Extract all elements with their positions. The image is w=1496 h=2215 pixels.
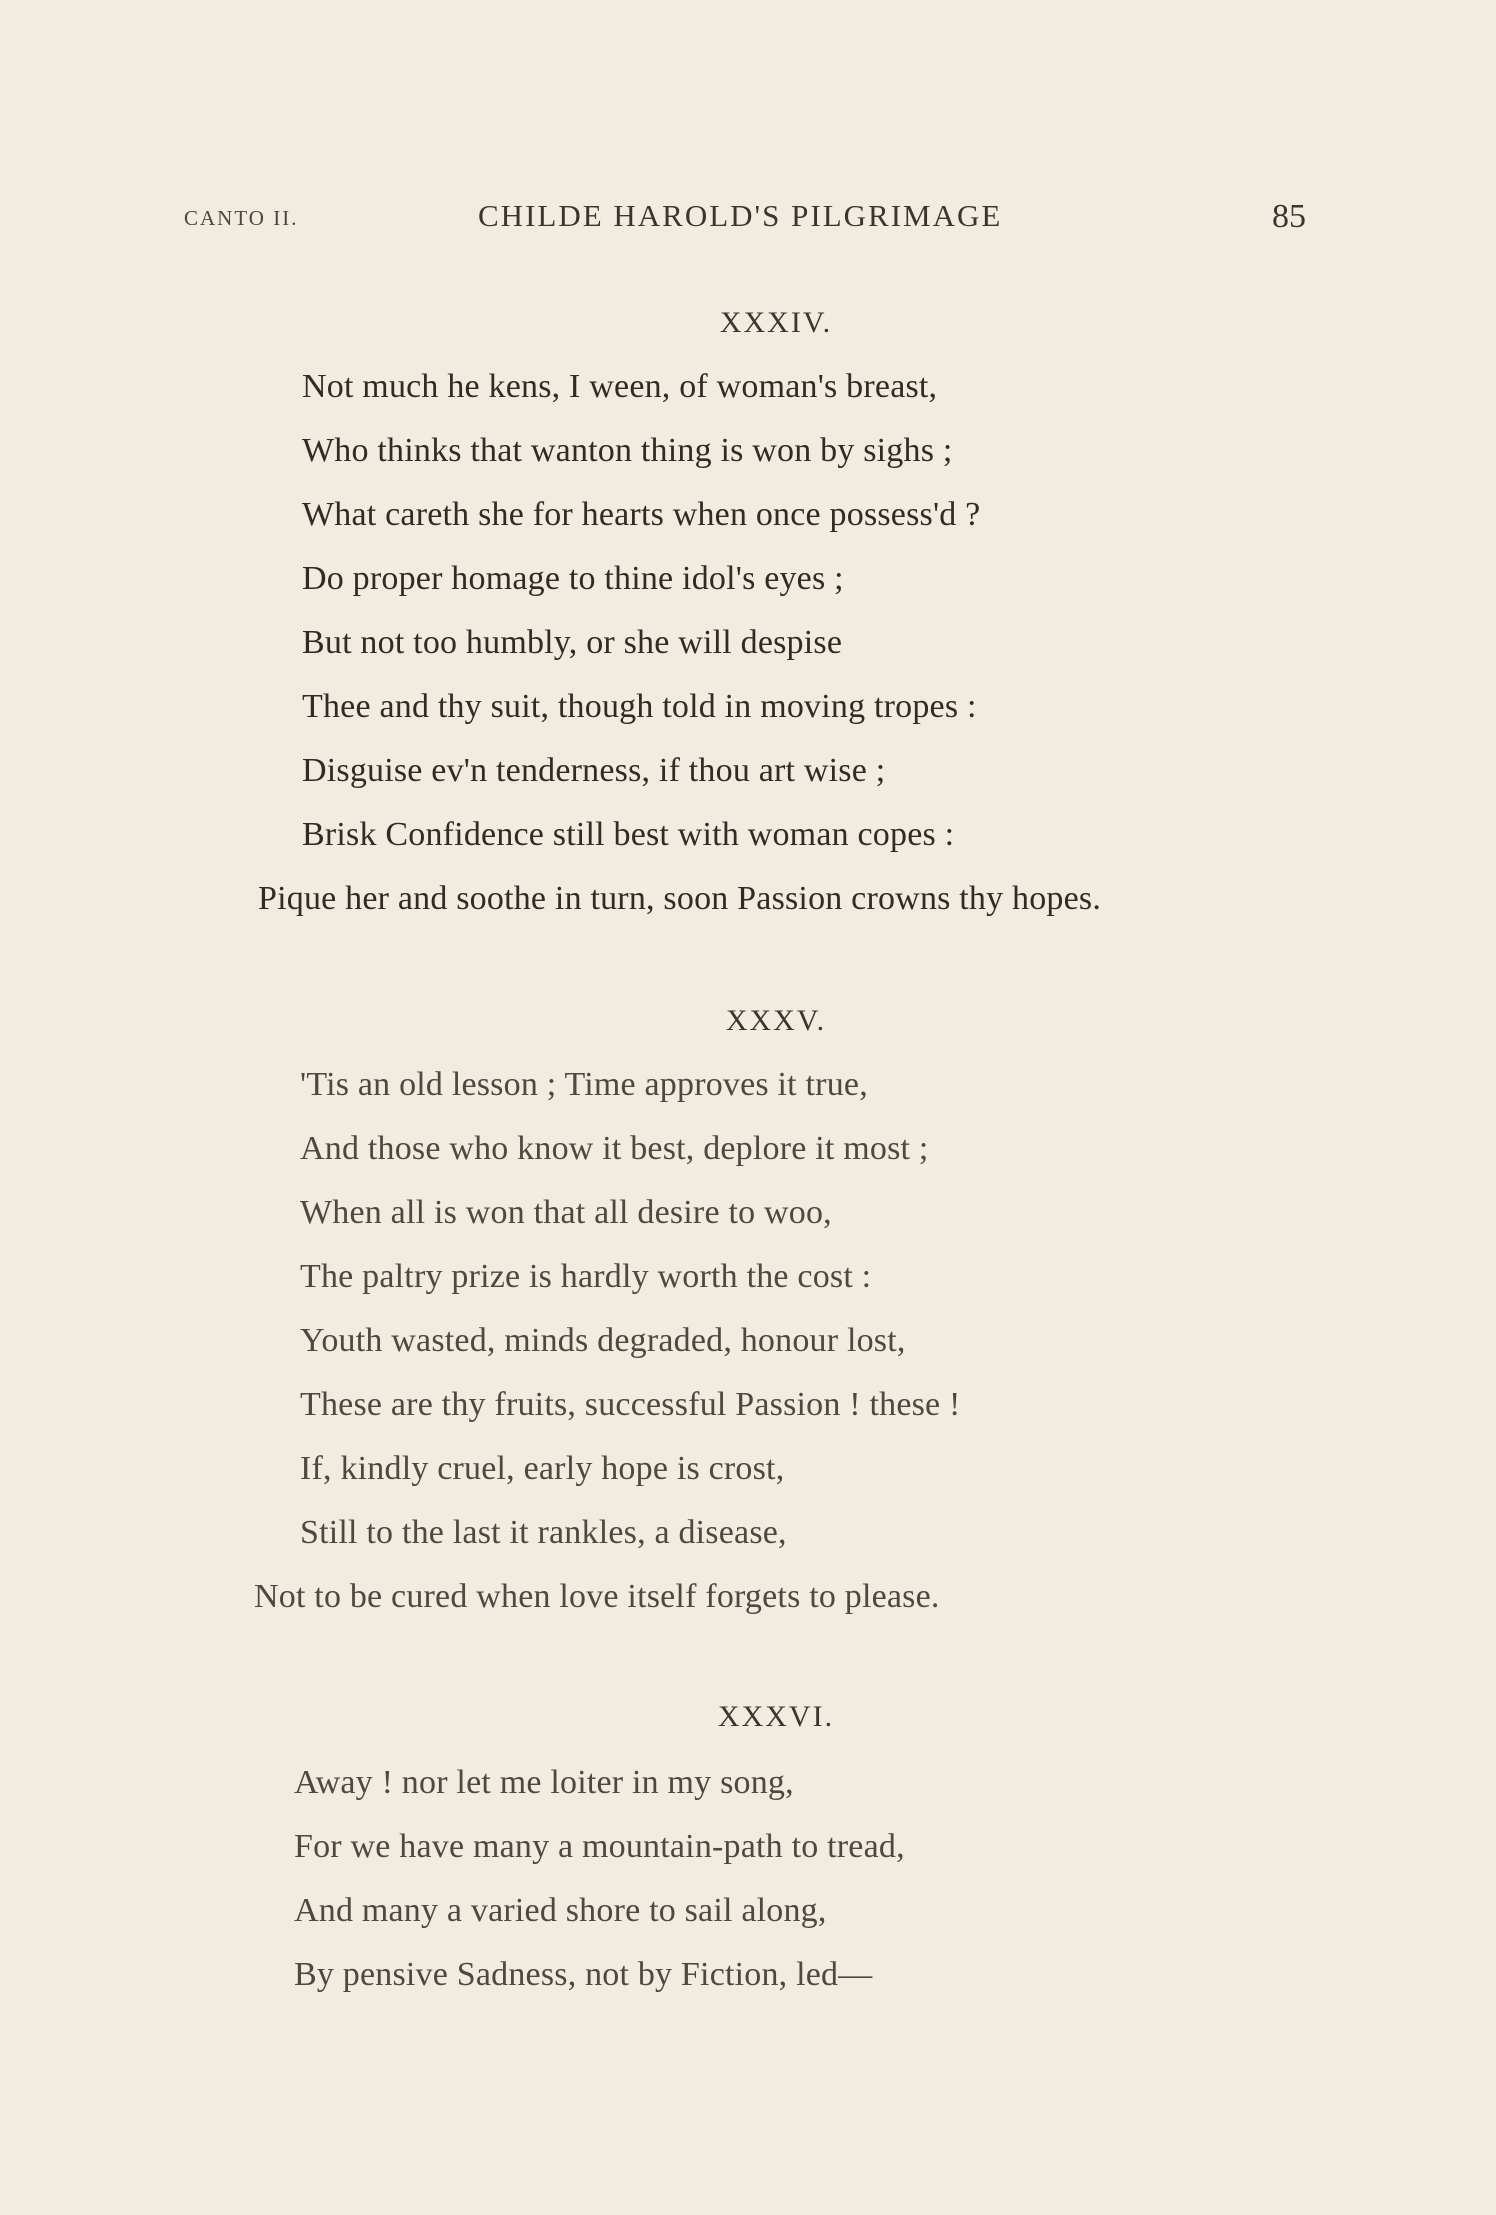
verse-line: When all is won that all desire to woo,	[300, 1194, 832, 1231]
book-title: CHILDE HAROLD'S PILGRIMAGE	[478, 198, 1003, 233]
verse-line: Do proper homage to thine idol's eyes ;	[302, 560, 844, 597]
stanza-number: XXXIV.	[719, 306, 833, 339]
stanza-number: XXXVI.	[717, 1700, 835, 1733]
page-number: 85	[1272, 198, 1306, 235]
verse-line: And those who know it best, deplore it most ;	[300, 1130, 929, 1167]
verse-line: Brisk Confidence still best with woman copes :	[302, 816, 955, 853]
running-head	[0, 198, 1496, 244]
verse-line: Youth wasted, minds degraded, honour lost,	[300, 1322, 906, 1359]
verse-line: For we have many a mountain-path to tread,	[294, 1828, 905, 1865]
verse-line: What careth she for hearts when once possess'd ?	[302, 496, 981, 533]
verse-line: If, kindly cruel, early hope is crost,	[300, 1450, 785, 1487]
verse-line: 'Tis an old lesson ; Time approves it true,	[300, 1066, 868, 1103]
verse-line: Not to be cured when love itself forgets to please.	[254, 1578, 940, 1615]
verse-line: Disguise ev'n tenderness, if thou art wise ;	[302, 752, 886, 789]
verse-line: These are thy fruits, successful Passion ! these !	[300, 1386, 961, 1423]
verse-line: Still to the last it rankles, a disease,	[300, 1514, 787, 1551]
verse-line: Who thinks that wanton thing is won by sighs ;	[302, 432, 953, 469]
verse-line: Thee and thy suit, though told in moving tropes :	[302, 688, 977, 725]
verse-line: But not too humbly, or she will despise	[302, 624, 843, 661]
verse-line: Not much he kens, I ween, of woman's breast,	[302, 368, 938, 405]
verse-line: Away ! nor let me loiter in my song,	[294, 1764, 794, 1801]
verse-line: The paltry prize is hardly worth the cost :	[300, 1258, 872, 1295]
verse-line: Pique her and soothe in turn, soon Passion crowns thy hopes.	[258, 880, 1102, 917]
canto-label: CANTO II.	[184, 206, 299, 230]
stanza-number: XXXV.	[725, 1004, 827, 1037]
verse-line: By pensive Sadness, not by Fiction, led—	[294, 1956, 873, 1993]
verse-line: And many a varied shore to sail along,	[294, 1892, 827, 1929]
